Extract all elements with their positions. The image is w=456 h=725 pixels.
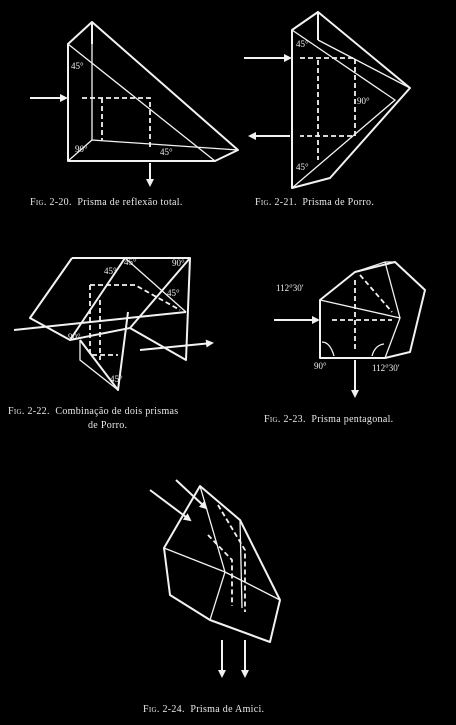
fig-2-24-caption xyxy=(143,704,264,715)
fig-2-21-number: Fig. 2-21. xyxy=(255,197,297,208)
fig-2-20-angle-bottom: 45° xyxy=(160,147,173,157)
fig-2-22-number: Fig. 2-22. xyxy=(8,406,50,417)
fig-2-23-angle-top: 112°30′ xyxy=(276,283,304,293)
fig-2-21-title: Prisma de Porro. xyxy=(302,197,375,208)
figure-2-24-diagram xyxy=(150,480,280,676)
fig-2-24-number: Fig. 2-24. xyxy=(143,704,185,715)
fig-2-23-angle-left: 90° xyxy=(314,361,327,371)
figure-2-21-diagram xyxy=(244,12,410,188)
fig-2-21-angle-right: 90° xyxy=(357,96,370,106)
figure-2-22-diagram xyxy=(14,257,212,390)
fig-2-20-angle-right: 90° xyxy=(75,144,88,154)
fig-2-20-title: Prisma de reflexão total. xyxy=(77,197,183,208)
fig-2-22-angle-3: 45° xyxy=(104,266,117,276)
fig-2-22-angle-4: 45° xyxy=(167,288,180,298)
fig-2-21-caption xyxy=(255,197,374,208)
fig-2-21-angle-top: 45° xyxy=(296,39,309,49)
fig-2-22-caption xyxy=(8,406,178,417)
fig-2-22-title-2: de Porro. xyxy=(88,420,128,431)
fig-2-23-number: Fig. 2-23. xyxy=(264,414,306,425)
fig-2-20-number: Fig. 2-20. xyxy=(30,197,72,208)
fig-2-20-angle-top: 45° xyxy=(71,61,84,71)
fig-2-22-caption-line2 xyxy=(88,420,127,431)
fig-2-20-caption xyxy=(30,197,183,208)
fig-2-23-caption xyxy=(264,414,393,425)
fig-2-23-title: Prisma pentagonal. xyxy=(311,414,394,425)
figure-2-23-diagram xyxy=(274,262,425,396)
fig-2-22-angle-6: 45° xyxy=(110,374,123,384)
fig-2-24-title: Prisma de Amici. xyxy=(190,704,265,715)
fig-2-21-angle-bottom: 45° xyxy=(296,162,309,172)
fig-2-22-title: Combinação de dois prismas xyxy=(55,406,179,417)
fig-2-22-angle-1: 45° xyxy=(124,257,137,267)
fig-2-23-angle-right: 112°30′ xyxy=(372,363,400,373)
figure-2-20-diagram xyxy=(30,22,238,185)
fig-2-22-angle-5: 90° xyxy=(68,332,81,342)
fig-2-22-angle-2: 90° xyxy=(172,258,185,268)
